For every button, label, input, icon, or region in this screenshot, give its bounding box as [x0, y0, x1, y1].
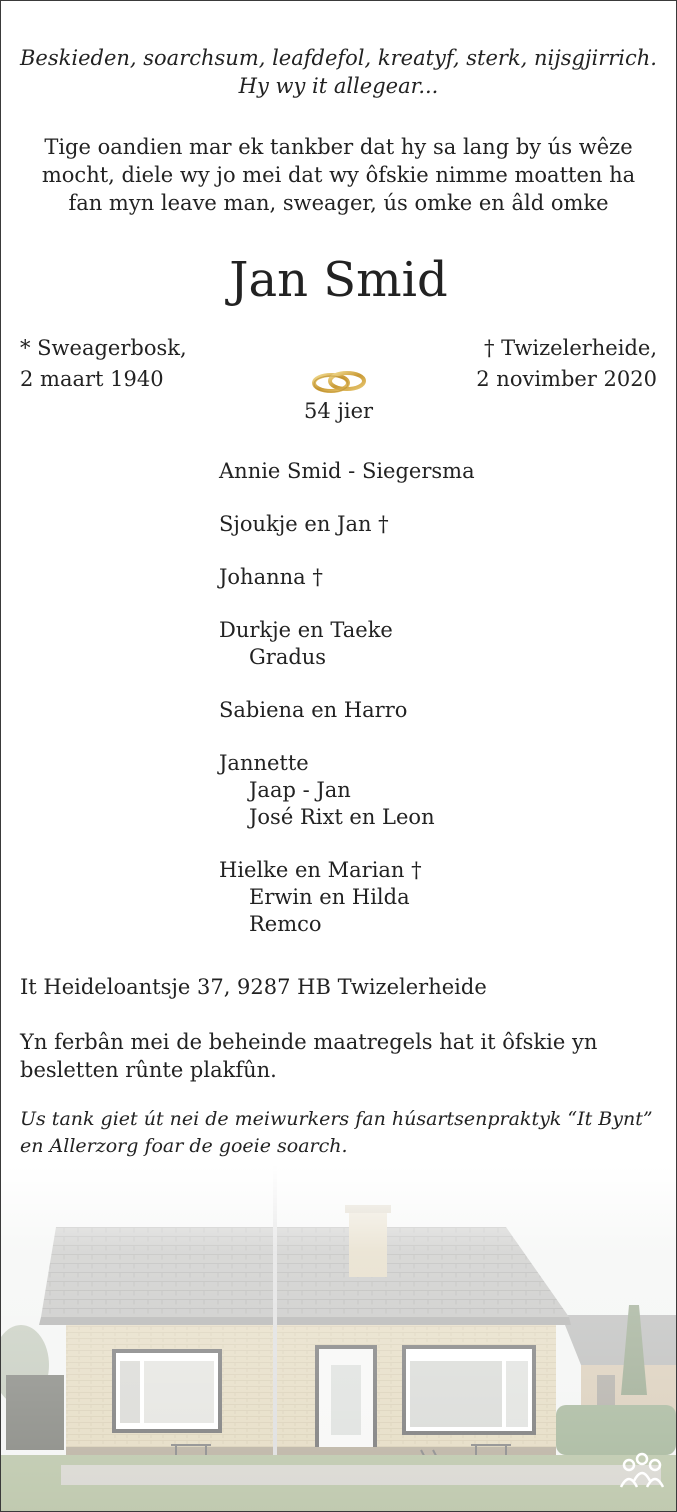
death-date: 2 novimber 2020 [476, 367, 657, 391]
family-submember: Remco [249, 912, 322, 936]
family-submember: José Rixt en Leon [249, 805, 435, 829]
birth-date: 2 maart 1940 [20, 367, 164, 391]
family-submember: Jaap - Jan [249, 778, 351, 802]
family-group [219, 458, 475, 485]
notice-line: besletten rûnte plakfûn. [20, 1058, 277, 1082]
family-group [219, 617, 475, 671]
intro-line: fan myn leave man, sweager, ús omke en âld omke [68, 191, 609, 215]
death-place: † Twizelerheide, [483, 336, 657, 360]
family-member: Durkje en Taeke [219, 618, 393, 642]
motto [0, 44, 677, 100]
birth-info [20, 333, 187, 395]
married-years: 54 jier [303, 399, 374, 423]
intro-line: mocht, diele wy jo mei dat wy ôfskie nimme moatten ha [41, 163, 636, 187]
family-group [219, 564, 475, 591]
deceased-name: Jan Smid [229, 252, 448, 308]
notice-text [20, 1028, 597, 1084]
thanks-line: Us tank giet út nei de meiwurkers fan húsartsenpraktyk “It Bynt” [20, 1108, 653, 1130]
family-group [219, 750, 475, 831]
intro-text [0, 133, 677, 217]
thanks-text [20, 1106, 653, 1160]
family-submember: Gradus [249, 645, 327, 669]
family-member: Jannette [219, 751, 309, 775]
motto-line: Hy wy it allegear... [238, 74, 439, 98]
address: It Heideloantsje 37, 9287 HB Twizelerheide [20, 975, 487, 999]
thanks-line: en Allerzorg foar de goeie soarch. [20, 1135, 348, 1157]
house-photo [1, 1165, 676, 1511]
family-group [219, 697, 475, 724]
family-group [219, 511, 475, 538]
family-member: Sjoukje en Jan † [219, 512, 389, 536]
family-group [219, 857, 475, 938]
family-list [219, 458, 475, 964]
wedding-rings-icon [310, 368, 368, 396]
family-member: Annie Smid - Siegersma [219, 459, 475, 483]
death-info [476, 333, 657, 395]
family-member: Sabiena en Harro [219, 698, 408, 722]
family-submember: Erwin en Hilda [249, 885, 410, 909]
notice-line: Yn ferbân mei de beheinde maatregels hat it ôfskie yn [20, 1030, 598, 1054]
intro-line: Tige oandien mar ek tankber dat hy sa lang by ús wêze [44, 135, 633, 159]
birth-place: * Sweagerbosk, [20, 336, 187, 360]
motto-line: Beskieden, soarchsum, leafdefol, kreatyf, sterk, nijsgjirrich. [20, 46, 657, 70]
family-member: Hielke en Marian † [219, 858, 422, 882]
family-member: Johanna † [219, 565, 323, 589]
